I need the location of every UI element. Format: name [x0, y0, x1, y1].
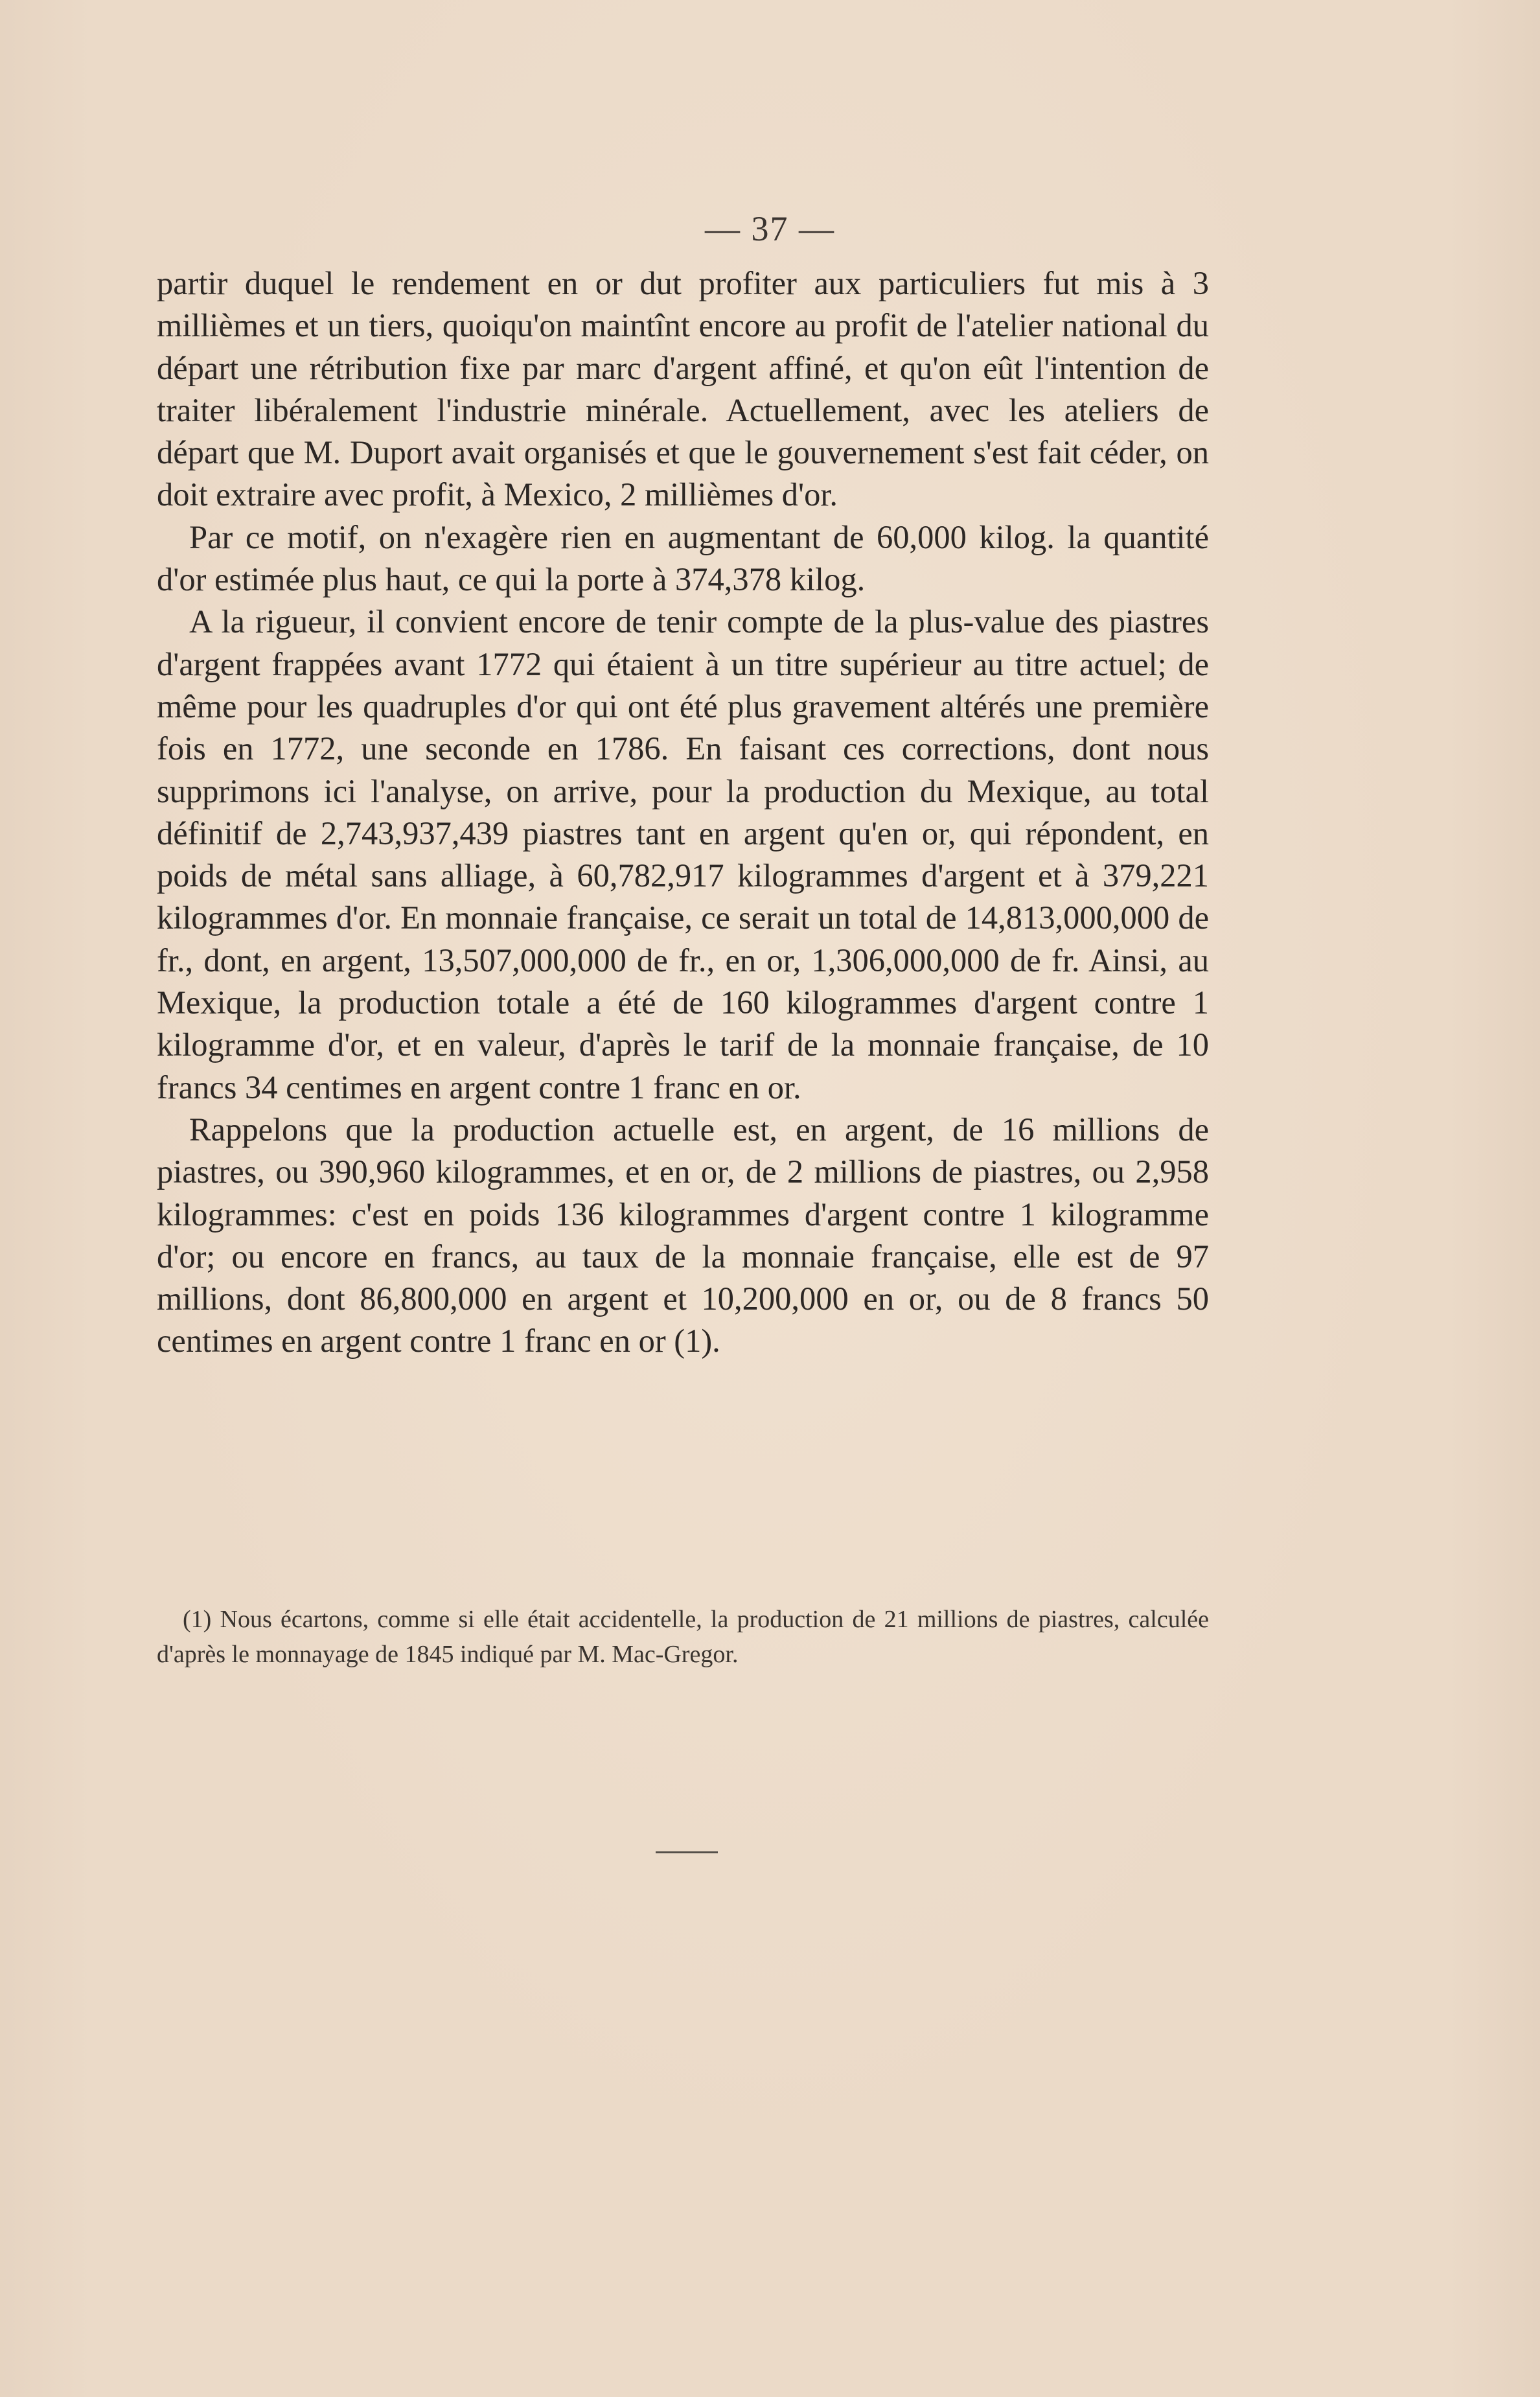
paragraph-2: Par ce motif, on n'exagère rien en augmentant de 60,000 kilog. la quantité d'or estimée plus haut, ce qui la porte à 374,378 kilog. — [157, 518, 1209, 598]
paragraph-1: partir duquel le rendement en or dut profiter aux particuliers fut mis à 3 millièmes et un tiers, quoiqu'on maintînt encore au profit de l'atelier national du départ une rétribution fixe par marc d'argent affiné, et qu'on eût l'intention de traiter libéralement l'industrie minérale. Actuellement, avec les ateliers de départ que M. Duport avait organisés et que le gouvernement s'est fait céder, on doit extraire avec profit, à Mexico, 2 millièmes d'or. — [157, 265, 1209, 513]
end-rule — [656, 1851, 718, 1853]
page-number: — 37 — — [705, 209, 835, 248]
footnote — [157, 1602, 1209, 1672]
paragraph-4: Rappelons que la production actuelle est, en argent, de 16 millions de piastres, ou 390,960 kilogrammes, et en or, de 2 millions de piastres, ou 2,958 kilogrammes: c'est en poids 136 kilogrammes d'argent contre 1 kilogramme d'or; ou encore en francs, au taux de la monnaie française, elle est de 97 millions, dont 86,800,000 en argent et 10,200,000 en or, ou de 8 francs 50 centimes en argent contre 1 franc en or (1). — [157, 1111, 1209, 1360]
main-text — [157, 262, 1209, 1363]
paragraph-3: A la rigueur, il convient encore de tenir compte de la plus-value des piastres d'argent frappées avant 1772 qui étaient à un titre supérieur au titre actuel; de même pour les quadruples d'or qui ont été plus gravement altérés une première fois en 1772, une seconde en 1786. En faisant ces corrections, dont nous supprimons ici l'analyse, on arrive, pour la production du Mexique, au total définitif de 2,743,937,439 piastres tant en argent qu'en or, qui répondent, en poids de métal sans alliage, à 60,782,917 kilogrammes d'argent et à 379,221 kilogrammes d'or. En monnaie française, ce serait un total de 14,813,000,000 de fr., dont, en argent, 13,507,000,000 de fr., en or, 1,306,000,000 de fr. Ainsi, au Mexique, la production totale a été de 160 kilogrammes d'argent contre 1 kilogramme d'or, et en valeur, d'après le tarif de la monnaie française, de 10 francs 34 centimes en argent contre 1 franc en or. — [157, 603, 1209, 1106]
footnote-text: (1) Nous écartons, comme si elle était accidentelle, la production de 21 millions de piastres, calculée d'après le monnayage de 1845 indiqué par M. Mac-Gregor. — [157, 1606, 1209, 1668]
